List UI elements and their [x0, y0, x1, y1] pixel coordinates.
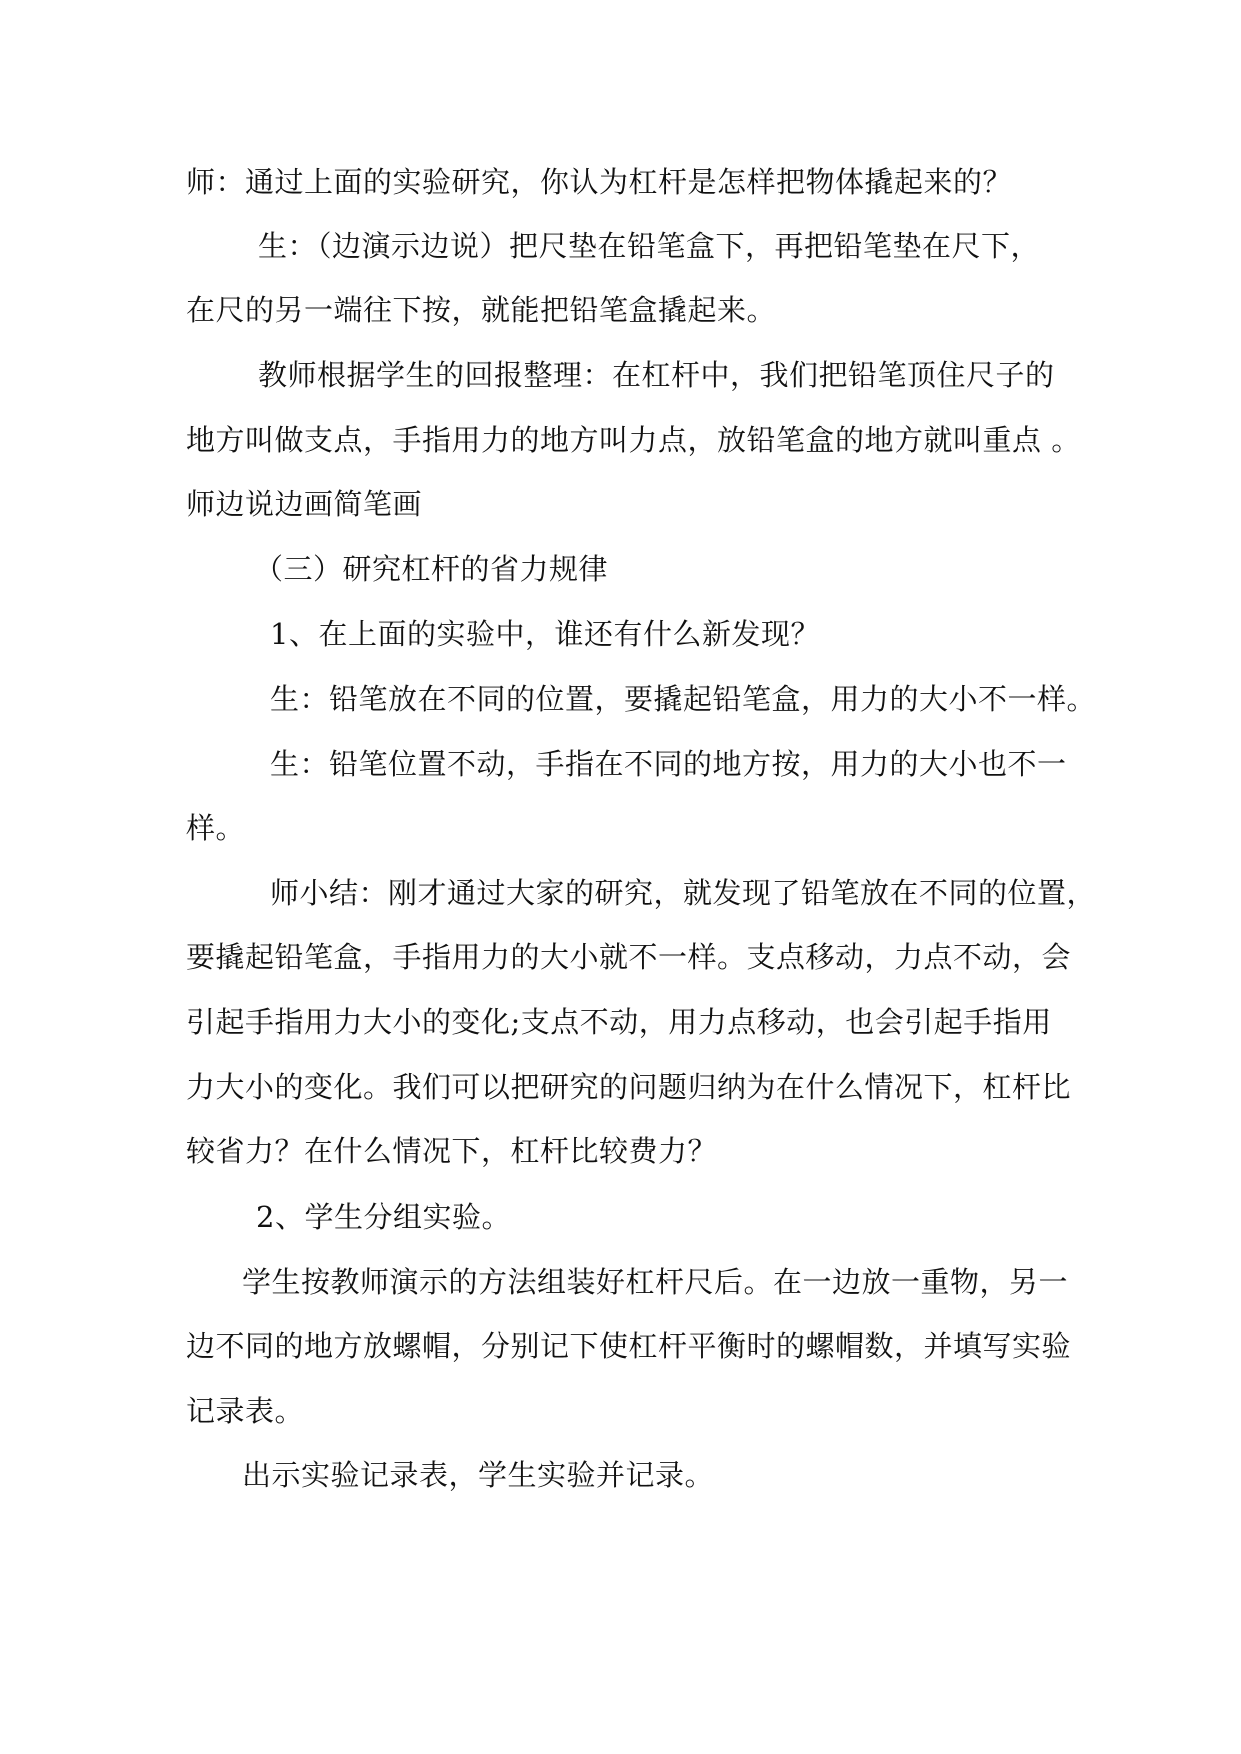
text-line-21: 出示实验记录表，学生实验并记录。 [242, 1458, 715, 1492]
text-line-19: 边不同的地方放螺帽，分别记下使杠杆平衡时的螺帽数，并填写实验 [186, 1329, 1072, 1363]
text-line-8: 1、在上面的实验中，谁还有什么新发现？ [270, 617, 820, 651]
text-line-4: 教师根据学生的回报整理：在杠杆中，我们把铅笔顶住尺子的 [258, 358, 1055, 392]
text-line-20: 记录表。 [186, 1394, 305, 1428]
text-line-6: 师边说边画简笔画 [186, 487, 423, 521]
text-line-9: 生：铅笔放在不同的位置，要撬起铅笔盒，用力的大小不一样。 [270, 682, 1097, 716]
text-line-14: 引起手指用力大小的变化;支点不动，用力点移动，也会引起手指用 [186, 1005, 1052, 1039]
text-line-2: 生：（边演示边说）把尺垫在铅笔盒下，再把铅笔垫在尺下， [258, 229, 1041, 263]
text-line-10: 生：铅笔位置不动，手指在不同的地方按，用力的大小也不一 [270, 747, 1067, 781]
text-line-3: 在尺的另一端往下按，就能把铅笔盒撬起来。 [186, 293, 777, 327]
text-line-15: 力大小的变化。我们可以把研究的问题归纳为在什么情况下，杠杆比 [186, 1070, 1072, 1104]
text-line-5: 地方叫做支点，手指用力的地方叫力点，放铅笔盒的地方就叫重点 。 [186, 423, 1081, 457]
text-line-12: 师小结：刚才通过大家的研究，就发现了铅笔放在不同的位置， [270, 876, 1097, 910]
text-line-1: 师：通过上面的实验研究，你认为杠杆是怎样把物体撬起来的？ [186, 165, 1013, 199]
text-line-18: 学生按教师演示的方法组装好杠杆尺后。在一边放一重物，另一 [242, 1265, 1069, 1299]
text-line-16: 较省力？在什么情况下，杠杆比较费力？ [186, 1134, 718, 1168]
text-line-17: 2、学生分组实验。 [256, 1200, 511, 1234]
text-line-11: 样。 [186, 811, 246, 845]
section-heading: （三）研究杠杆的省力规律 [254, 552, 609, 586]
text-line-13: 要撬起铅笔盒，手指用力的大小就不一样。支点移动，力点不动，会 [186, 940, 1072, 974]
